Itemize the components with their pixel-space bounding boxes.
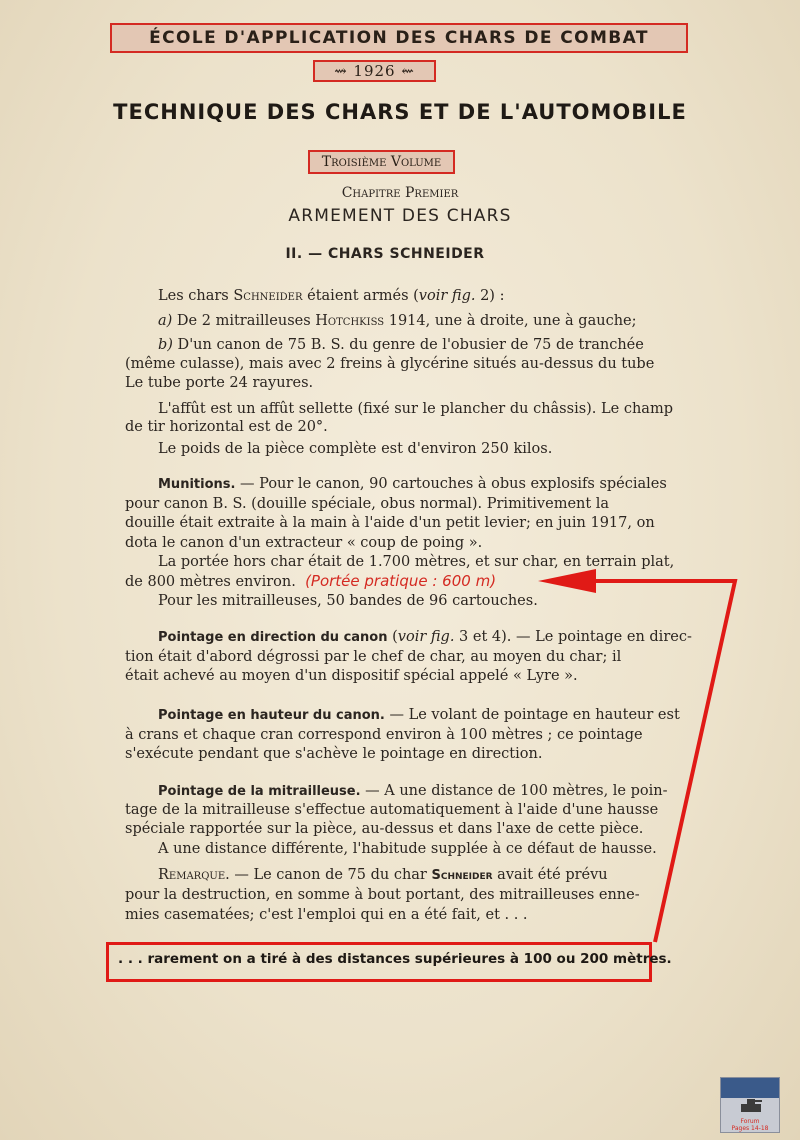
text-line: (même culasse), mais avec 2 freins à glycérine situés au-dessus du tube [125,356,655,372]
text-line: de 800 mètres environ. (Portée pratique : 600 m) [125,572,497,590]
text-line: Pour les mitrailleuses, 50 bandes de 96 cartouches. [158,593,538,609]
text-line: était achevé au moyen d'un dispositif spécial appelé « Lyre ». [125,668,578,684]
text-line: mies casematées; c'est l'emploi qui en a été fait, et . . . [125,907,528,923]
direction-heading: Pointage en direction du canon [158,630,388,645]
text-line: tion était d'abord dégrossi par le chef de char, au moyen du char; il [125,649,622,665]
text-line: à crans et chaque cran correspond environ à 100 mètres ; ce pointage [125,727,643,743]
chapter-label: Chapitre Premier [341,185,459,201]
text-line: Le poids de la pièce complète est d'environ 250 kilos. [158,441,553,457]
volume-label: Troisième Volume [321,154,442,170]
text-line: Pointage en direction du canon (voir fig. 3 et 4). — Le pointage en direc- [158,629,692,645]
text-line: pour la destruction, en somme à bout portant, des mitrailleuses enne- [125,887,640,903]
text-line: A une distance différente, l'habitude supplée à ce défaut de hausse. [158,841,657,857]
elevation-heading: Pointage en hauteur du canon. [158,708,385,723]
text-line: douille était extraite à la main à l'aide d'un petit levier; en juin 1917, on [125,515,655,531]
main-title: TECHNIQUE DES CHARS ET DE L'AUTOMOBILE [113,100,687,124]
text-line: dota le canon d'un extracteur « coup de poing ». [125,535,483,551]
school-name: ÉCOLE D'APPLICATION DES CHARS DE COMBAT [149,28,649,48]
text-line: a) De 2 mitrailleuses Hotchkiss 1914, une à droite, une à gauche; [158,313,637,329]
text-line: spéciale rapportée sur la pièce, au-dessus et dans l'axe de cette pièce. [125,821,644,837]
text-line: Pointage de la mitrailleuse. — A une distance de 100 mètres, le poin- [158,783,668,799]
text-line: L'affût est un affût sellette (fixé sur le plancher du châssis). Le champ [158,401,673,417]
year: ⇝ 1926 ⇜ [334,62,415,80]
machine-gun-heading: Pointage de la mitrailleuse. [158,784,361,799]
tank-icon [739,1094,763,1118]
text-line: s'exécute pendant que s'achève le pointage en direction. [125,746,543,762]
text-line: Les chars Schneider étaient armés (voir fig. 2) : [158,288,505,304]
text-line: tage de la mitrailleuse s'effectue automatiquement à l'aide d'une hausse [125,802,659,818]
text-line: pour canon B. S. (douille spéciale, obus normal). Primitivement la [125,496,610,512]
text-line: Pointage en hauteur du canon. — Le volant de pointage en hauteur est [158,707,680,723]
chapter-title: ARMEMENT DES CHARS [288,206,512,226]
text-line: Le tube porte 24 rayures. [125,375,314,391]
text-line: de tir horizontal est de 20°. [125,419,328,435]
forum-logo: Forum Pages 14-18 [720,1077,780,1133]
annotation-box-text: . . . rarement on a tiré à des distances supérieures à 100 ou 200 mètres. [118,951,672,967]
section-title: II. — CHARS SCHNEIDER [285,246,485,262]
remark-heading: Remarque. [158,867,230,883]
munitions-heading: Munitions. [158,477,236,492]
annotation-note: (Portée pratique : 600 m) [305,572,497,590]
text-line: Remarque. — Le canon de 75 du char Schneider avait été prévu [158,867,608,883]
text-line: La portée hors char était de 1.700 mètres, et sur char, en terrain plat, [158,554,675,570]
text-line: b) D'un canon de 75 B. S. du genre de l'obusier de 75 de tranchée [158,337,644,353]
text-line: Munitions. — Pour le canon, 90 cartouches à obus explosifs spéciales [158,476,667,492]
